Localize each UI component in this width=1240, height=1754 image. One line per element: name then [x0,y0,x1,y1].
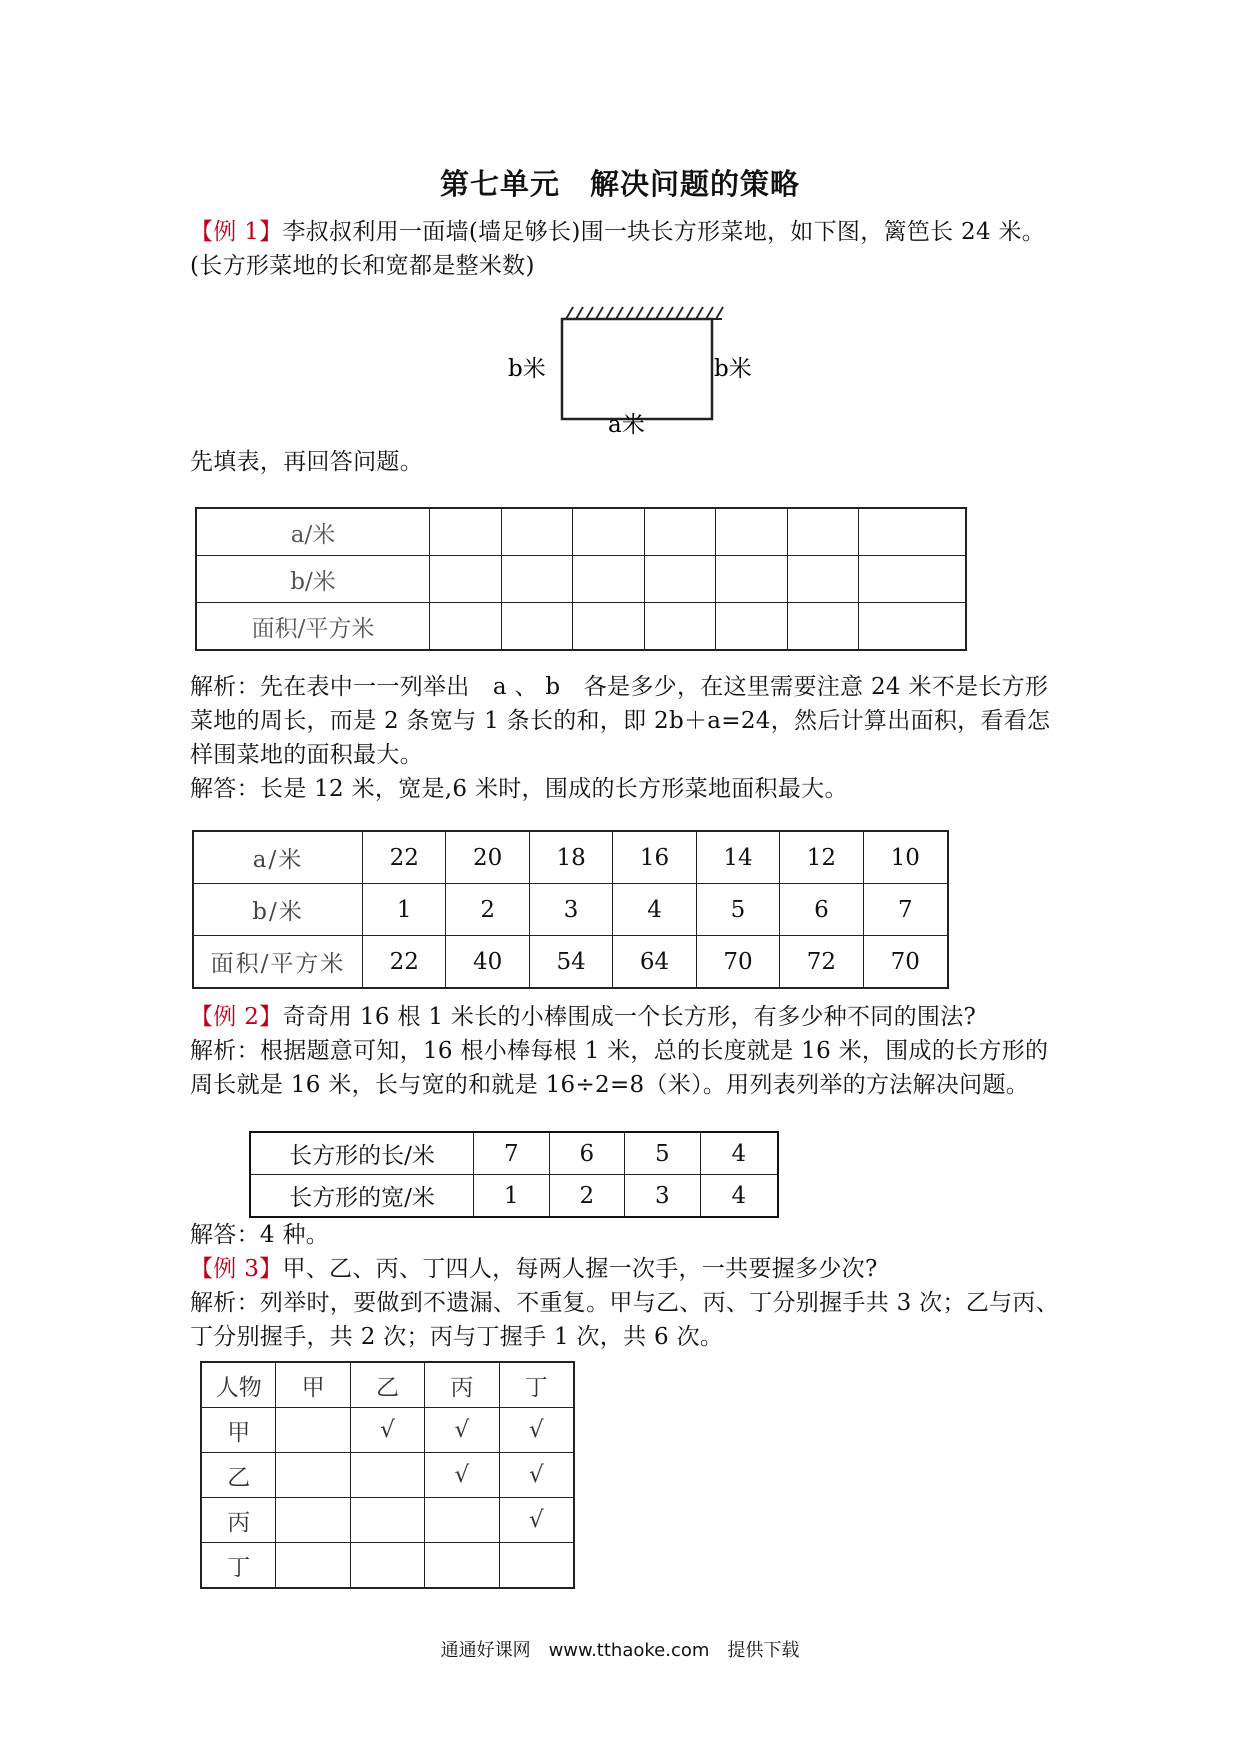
hatch-mark [676,307,683,319]
hatch-mark [706,307,713,319]
row-header: 丙 [201,1498,276,1543]
bottom-side-label: a米 [608,412,645,438]
table-row [196,508,966,556]
example-2-text: 奇奇用 16 根 1 米长的小棒围成一个长方形，有多少种不同的围法? [282,1004,977,1030]
table-row: a/米 22 20 18 16 14 12 10 [193,831,948,884]
garden-rectangle [562,319,712,419]
example-2-tag: 【例 2】 [190,1004,283,1030]
table-row: 面积/平方米 22 40 54 64 70 72 70 [193,936,948,989]
row-header: 面积/平方米 [193,936,363,989]
example-2-analysis: 解析：根据题意可知，16 根小棒每根 1 米，总的长度就是 16 米，围成的长方形的周长就是 16 米，长与宽的和就是 16÷2=8（米）。用列表列举的方法解决问题。 [190,1038,1049,1098]
table-row: 长方形的宽/米 1 2 3 4 [250,1175,778,1218]
hatch-mark [616,307,623,319]
fence-diagram [500,298,760,438]
row-header: b/米 [193,884,363,936]
table-row [196,556,966,603]
example-1-answer: 解答：长是 12 米，宽是,6 米时，围成的长方形菜地面积最大。 [190,776,848,802]
handshake-table [200,1361,575,1589]
page-title: 第七单元 解决问题的策略 [439,167,800,201]
row-header: 甲 [201,1408,276,1453]
row-header: 面积/平方米 [196,603,430,651]
hatch-mark [686,307,693,319]
filled-table [192,830,949,989]
row-header: 丁 [201,1543,276,1589]
example-1-instruction: 先填表，再回答问题。 [190,449,423,475]
rectangle-table [249,1131,779,1218]
blank-table [195,507,967,651]
example-3-tag: 【例 3】 [190,1256,283,1282]
example-1-text: 李叔叔利用一面墙(墙足够长)围一块长方形菜地，如下图，篱笆长 24 米。(长方形菜地的长和宽都是整米数) [190,219,1046,279]
row-header: 长方形的长/米 [250,1132,474,1175]
row-header: b/米 [196,556,430,603]
table-row: b/米 1 2 3 4 5 6 7 [193,884,948,936]
right-side-label: b米 [714,356,752,382]
table-row [201,1543,574,1589]
hatch-mark [666,307,673,319]
hatch-mark [576,307,583,319]
hatch-mark [586,307,593,319]
example-2-question [190,1000,1070,1034]
table-row: 丙 √ [201,1498,574,1543]
example-2-answer: 解答：4 种。 [190,1222,330,1248]
example-3-text: 甲、乙、丙、丁四人，每两人握一次手，一共要握多少次? [282,1256,878,1282]
hatch-mark [606,307,613,319]
row-header: a/米 [196,508,430,556]
hatch-mark [716,307,723,319]
example-1-analysis: 解析：先在表中一一列举出 a 、 b 各是多少，在这里需要注意 24 米不是长方形菜地的周长，而是 2 条宽与 1 条长的和，即 2b＋a=24，然后计算出面积，看看怎样围菜地的面积最大。 [190,674,1051,768]
hatch-mark [696,307,703,319]
hatch-mark [656,307,663,319]
row-header: 乙 [201,1453,276,1498]
hatch-mark [626,307,633,319]
hatch-mark [646,307,653,319]
hatch-mark [636,307,643,319]
example-3-analysis: 解析：列举时，要做到不遗漏、不重复。甲与乙、丙、丁分别握手共 3 次；乙与丙、丁分别握手，共 2 次；丙与丁握手 1 次，共 6 次。 [190,1290,1059,1350]
wall-hatching [562,307,723,319]
example-1-tag: 【例 1】 [190,219,283,245]
example-1-question [190,215,1070,283]
table-row: 甲 √ √ √ [201,1408,574,1453]
page-footer: 通通好课网 www.tthaoke.com 提供下载 [440,1640,800,1661]
example-3-question [190,1252,1070,1286]
table-header-row: 人物 甲 乙 丙 丁 [201,1362,574,1408]
hatch-mark [596,307,603,319]
table-row [196,603,966,651]
row-header: a/米 [193,831,363,884]
row-header: 长方形的宽/米 [250,1175,474,1218]
table-row: 乙 √ √ [201,1453,574,1498]
table-row: 长方形的长/米 7 6 5 4 [250,1132,778,1175]
hatch-mark [566,307,573,319]
left-side-label: b米 [508,356,546,382]
